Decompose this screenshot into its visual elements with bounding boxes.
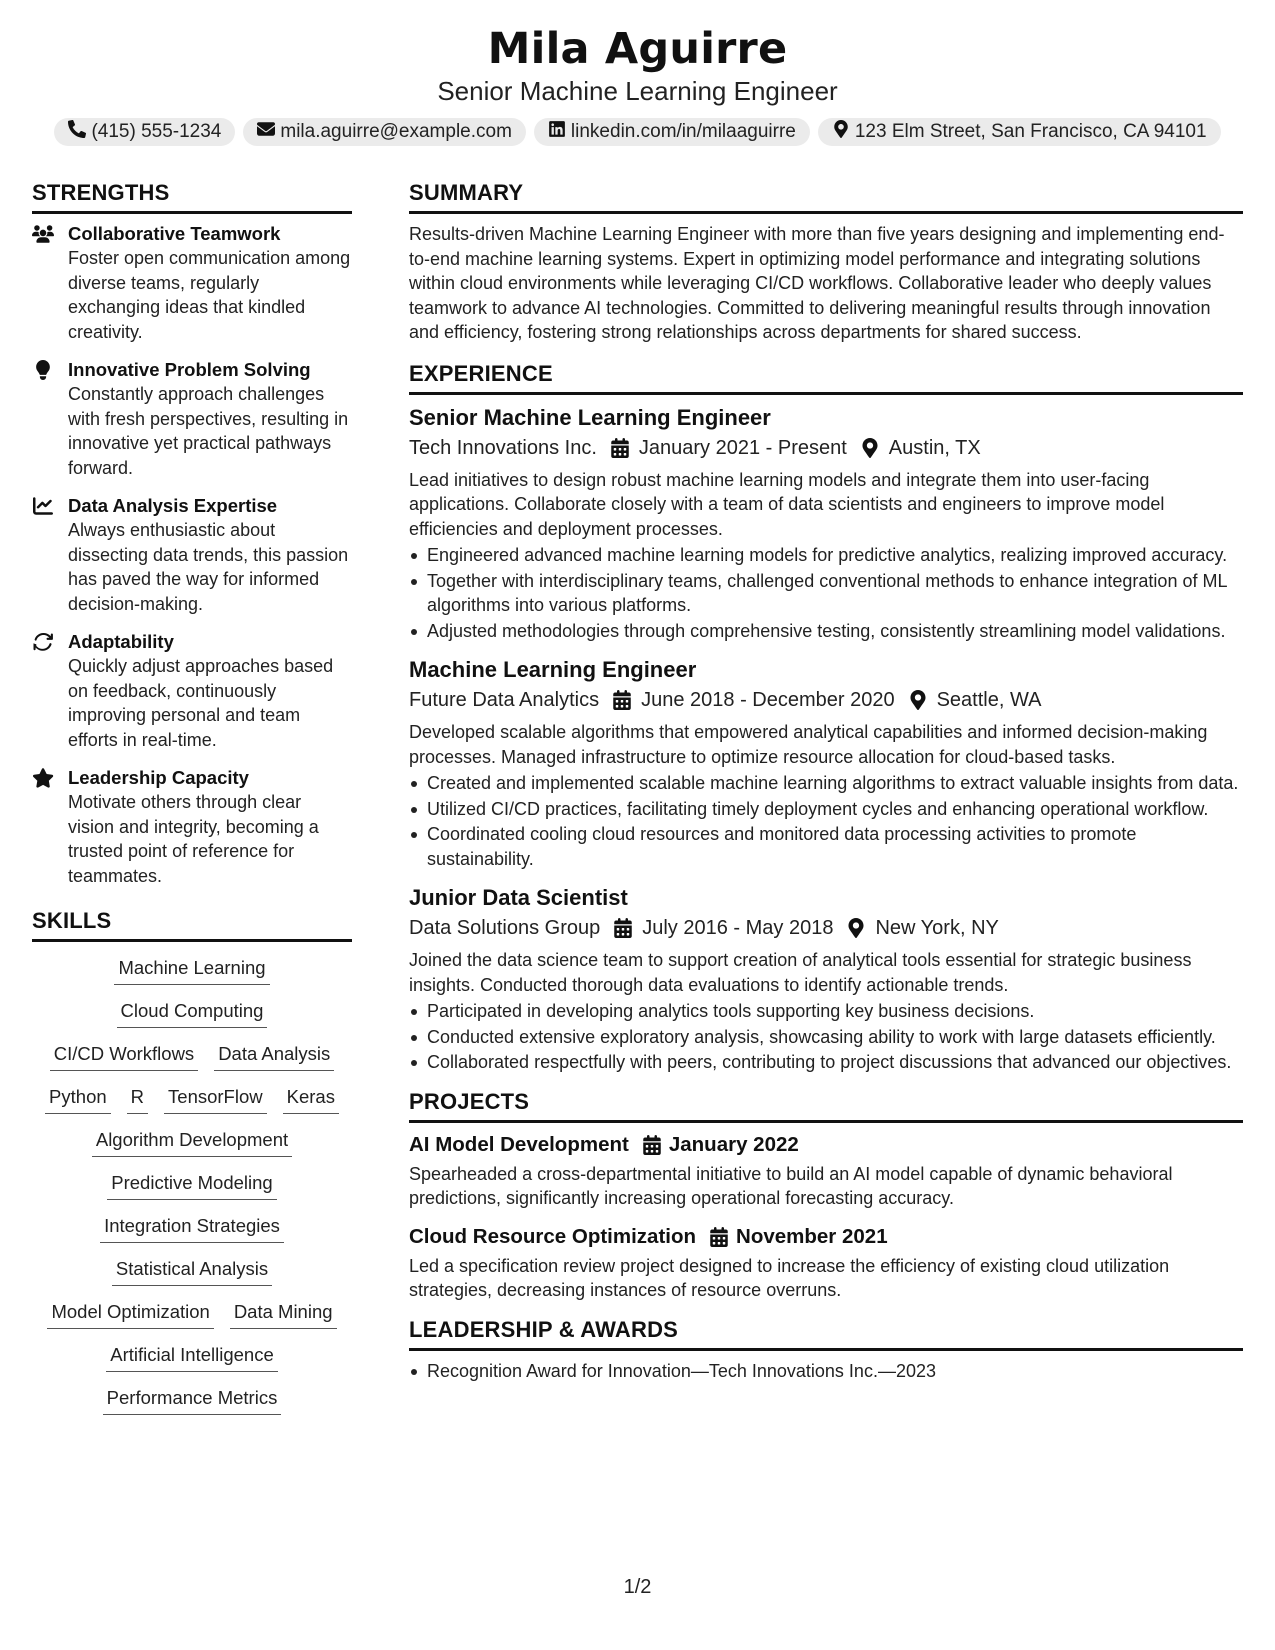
job-title: Machine Learning Engineer [409, 657, 697, 682]
skill-tag: Data Analysis [214, 1042, 334, 1071]
strength-title: Leadership Capacity [68, 767, 249, 788]
linkedin-icon [548, 120, 566, 144]
project-desc: Spearheaded a cross-departmental initiative to build an AI model capable of dynamic behavioral predictions, significantly increasing operational forecasting accuracy. [409, 1163, 1173, 1208]
skill-tag: Integration Strategies [100, 1214, 284, 1243]
chart-line-icon [32, 494, 54, 616]
strength-desc: Constantly approach challenges with fresh perspectives, resulting in innovative yet practical pathways forward. [68, 384, 349, 478]
job-entry [409, 403, 1243, 644]
project-header [409, 1131, 1243, 1159]
job-dates: June 2018 - December 2020 [641, 689, 895, 711]
project-date: November 2021 [736, 1224, 888, 1248]
contact-phone-text: (415) 555-1234 [91, 121, 222, 142]
job-location: New York, NY [875, 917, 999, 939]
page-number: 1/2 [623, 1576, 652, 1598]
left-column [32, 178, 352, 1415]
project-title: AI Model Development [409, 1132, 629, 1156]
skill-tag: Keras [283, 1085, 339, 1114]
bullet-item: Together with interdisciplinary teams, challenged conventional methods to enhance integration of ML algorithms into various platforms. [409, 569, 1243, 618]
job-title: Junior Data Scientist [409, 885, 628, 910]
calendar-icon [643, 1135, 661, 1155]
users-icon [32, 222, 54, 344]
contact-address[interactable] [818, 118, 1221, 146]
strength-title: Data Analysis Expertise [68, 495, 278, 516]
calendar-icon [613, 690, 631, 710]
leadership-list [409, 1359, 1243, 1384]
resume-header [0, 22, 1275, 146]
map-pin-icon [909, 690, 927, 710]
job-meta [409, 434, 1243, 462]
strength-item [32, 222, 352, 344]
contact-email-text: mila.aguirre@example.com [280, 121, 512, 142]
project-title: Cloud Resource Optimization [409, 1224, 697, 1248]
skill-tag: R [127, 1085, 148, 1114]
map-pin-icon [861, 438, 879, 458]
project-date: January 2022 [668, 1132, 799, 1156]
job-meta [409, 914, 1243, 942]
star-icon [32, 766, 54, 888]
strength-desc: Quickly adjust approaches based on feedback, continuously improving personal and team efforts in real-time. [68, 656, 334, 750]
strength-title: Innovative Problem Solving [68, 359, 311, 380]
bullet-item: Conducted extensive exploratory analysis, showcasing ability to work with large datasets efficiently. [409, 1025, 1243, 1050]
calendar-icon [710, 1227, 728, 1247]
strengths-heading: STRENGTHS [32, 178, 352, 214]
job-entry [409, 655, 1243, 871]
calendar-icon [611, 438, 629, 458]
strength-desc: Foster open communication among diverse teams, regularly exchanging ideas that kindled creativity. [68, 248, 351, 342]
job-company: Future Data Analytics [409, 689, 600, 711]
skill-tag: Artificial Intelligence [106, 1343, 278, 1372]
job-entry [409, 883, 1243, 1075]
skill-tag: Cloud Computing [117, 999, 268, 1028]
skill-tag: Statistical Analysis [112, 1257, 272, 1286]
skill-tag: Model Optimization [47, 1300, 213, 1329]
project-desc: Led a specification review project designed to increase the efficiency of existing cloud utilization strategies, decreasing instances of resource overruns. [409, 1255, 1170, 1300]
contact-phone[interactable] [54, 118, 235, 146]
job-meta [409, 686, 1243, 714]
job-company: Tech Innovations Inc. [409, 436, 597, 459]
summary-heading: SUMMARY [409, 178, 1243, 214]
skills-heading: SKILLS [32, 906, 352, 942]
right-column [409, 178, 1243, 1384]
bullet-item: Participated in developing analytics tools supporting key business decisions. [409, 999, 1243, 1024]
project-header [409, 1223, 1243, 1251]
job-title: Senior Machine Learning Engineer [409, 404, 771, 430]
sync-icon [32, 630, 54, 752]
skill-tag: Data Mining [230, 1300, 337, 1329]
bullet-item: Utilized CI/CD practices, facilitating timely deployment cycles and enhancing operational workflow. [409, 797, 1243, 822]
phone-icon [68, 120, 86, 144]
strength-item [32, 494, 352, 616]
job-dates: July 2016 - May 2018 [642, 917, 834, 939]
candidate-name: Mila Aguirre [487, 24, 788, 74]
envelope-icon [257, 120, 275, 144]
strength-desc: Motivate others through clear vision and integrity, becoming a trusted point of reference for teammates. [68, 792, 319, 886]
job-bullets [409, 771, 1243, 871]
leadership-heading: LEADERSHIP & AWARDS [409, 1315, 1243, 1351]
projects-heading: PROJECTS [409, 1087, 1243, 1123]
job-dates: January 2021 - Present [638, 436, 847, 459]
project-entry [409, 1223, 1243, 1303]
contact-address-text: 123 Elm Street, San Francisco, CA 94101 [854, 121, 1207, 142]
bullet-item: Collaborated respectfully with peers, contributing to project discussions that advanced our objectives. [409, 1050, 1243, 1075]
skill-tag: Predictive Modeling [107, 1171, 276, 1200]
contact-email[interactable] [243, 118, 526, 146]
map-pin-icon [832, 120, 850, 144]
job-bullets [409, 543, 1243, 643]
lightbulb-icon [32, 358, 54, 480]
job-bullets [409, 999, 1243, 1075]
job-desc: Developed scalable algorithms that empowered analytical capabilities and informed decision-making processes. Managed infrastructure to optimize resource allocation for cloud-based tasks. [409, 722, 1208, 767]
bullet-item: Adjusted methodologies through comprehensive testing, consistently streamlining model validations. [409, 619, 1243, 644]
summary-text: Results-driven Machine Learning Engineer with more than five years designing and implementing end-to-end machine learning systems. Expert in optimizing model performance and integrating solutions within cloud environments while leveraging CI/CD workflows. Collaborative leader who deeply values teamwork to advance AI technologies. Committed to delivering meaningful results through innovation and efficiency, fostering strong relationships across departments for shared success. [409, 224, 1225, 342]
skill-tag: Python [45, 1085, 111, 1114]
job-desc: Lead initiatives to design robust machine learning models and integrate them into user-facing applications. Collaborate closely with a team of data scientists and engineers to improve model efficiencies and deployment processes. [409, 469, 1165, 539]
job-location: Seattle, WA [936, 689, 1042, 711]
skills-list [32, 950, 352, 1415]
contact-linkedin[interactable] [534, 118, 810, 146]
bullet-item: Created and implemented scalable machine learning algorithms to extract valuable insights from data. [409, 771, 1243, 796]
map-pin-icon [847, 918, 865, 938]
job-location: Austin, TX [888, 436, 981, 459]
skill-tag: Machine Learning [114, 956, 269, 985]
bullet-item: Recognition Award for Innovation—Tech Innovations Inc.—2023 [409, 1359, 1243, 1384]
calendar-icon [614, 918, 632, 938]
skill-tag: CI/CD Workflows [50, 1042, 198, 1071]
bullet-item: Coordinated cooling cloud resources and monitored data processing activities to promote sustainability. [409, 822, 1243, 871]
experience-heading: EXPERIENCE [409, 359, 1243, 395]
strength-item [32, 358, 352, 480]
candidate-title: Senior Machine Learning Engineer [437, 76, 838, 106]
job-company: Data Solutions Group [409, 917, 601, 939]
contact-bar [0, 118, 1275, 146]
strength-title: Collaborative Teamwork [68, 223, 281, 244]
contact-linkedin-text: linkedin.com/in/milaaguirre [570, 121, 796, 142]
strength-item [32, 766, 352, 888]
job-desc: Joined the data science team to support creation of analytical tools essential for strategic business insights. Conducted thorough data evaluations to identify actionable trends. [409, 950, 1192, 995]
strength-title: Adaptability [68, 631, 174, 652]
bullet-item: Engineered advanced machine learning models for predictive analytics, realizing improved accuracy. [409, 543, 1243, 568]
strength-item [32, 630, 352, 752]
strength-desc: Always enthusiastic about dissecting data trends, this passion has paved the way for informed decision-making. [68, 520, 349, 614]
project-entry [409, 1131, 1243, 1211]
skill-tag: Performance Metrics [103, 1386, 282, 1415]
skill-tag: Algorithm Development [92, 1128, 292, 1157]
skill-tag: TensorFlow [164, 1085, 267, 1114]
